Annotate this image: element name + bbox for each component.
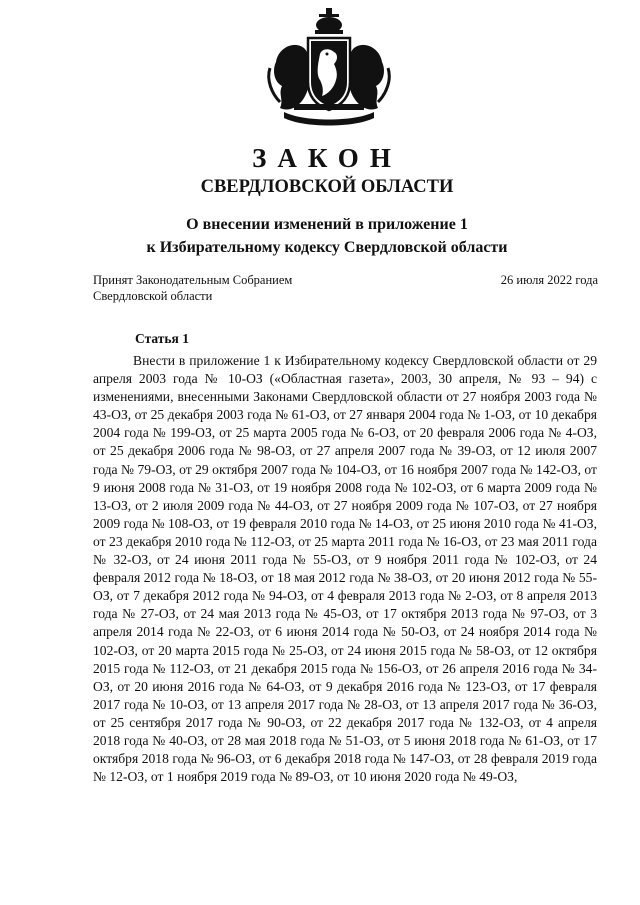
law-title-line-2: к Избирательному кодексу Свердловской области (146, 239, 508, 256)
law-heading: ЗАКОН (252, 143, 402, 173)
adopted-line-2: Свердловской области (93, 289, 213, 303)
adoption-date: 26 июля 2022 года (500, 273, 598, 287)
region-heading: СВЕРДЛОВСКОЙ ОБЛАСТИ (200, 177, 454, 197)
adopted-by (93, 272, 353, 304)
law-title-line-1: О внесении изменений в приложение 1 (186, 216, 468, 233)
article-body-text: Внести в приложение 1 к Избирательному кодексу Свердловской области от 29 апреля 2003 года № 10-ОЗ («Областная газета», 2003, 30 апреля, № 93 – 94) с изменениями, внесенными Законами Свердловской области от 27 ноября 2003 года № 43-ОЗ, от 25 декабря 2003 года № 61-ОЗ, от 27 января 2004 года № 1-ОЗ, от 10 декабря 2004 года № 199-ОЗ, от 25 марта 2005 года № 6-ОЗ, от 20 февраля 2006 года № 4-ОЗ, от 25 декабря 2006 года № 98-ОЗ, от 27 апреля 2007 года № 39-ОЗ, от 12 июля 2007 года № 79-ОЗ, от 29 октября 2007 года № 104-ОЗ, от 16 ноября 2007 года № 142-ОЗ, от 9 июня 2008 года № 31-ОЗ, от 19 ноября 2008 года № 102-ОЗ, от 6 марта 2009 года № 13-ОЗ, от 2 июля 2009 года № 44-ОЗ, от 27 ноября 2009 года № 107-ОЗ, от 27 ноября 2009 года № 108-ОЗ, от 19 февраля 2010 года № 14-ОЗ, от 25 июня 2010 года № 41-ОЗ, от 23 декабря 2010 года № 112-ОЗ, от 25 марта 2011 года № 16-ОЗ, от 23 мая 2011 года № 32-ОЗ, от 24 июня 2011 года № 55-ОЗ, от 9 ноября 2011 года № 102-ОЗ, от 24 февраля 2012 года № 18-ОЗ, от 18 мая 2012 года № 38-ОЗ, от 20 июня 2012 года № 55-ОЗ, от 7 декабря 2012 года № 94-ОЗ, от 4 февраля 2013 года № 2-ОЗ, от 8 апреля 2013 года № 27-ОЗ, от 24 мая 2013 года № 45-ОЗ, от 17 октября 2013 года № 97-ОЗ, от 3 апреля 2014 года № 22-ОЗ, от 6 июня 2014 года № 50-ОЗ, от 24 ноября 2014 года № 102-ОЗ, от 20 марта 2015 года № 25-ОЗ, от 24 июня 2015 года № 58-ОЗ, от 12 октября 2015 года № 112-ОЗ, от 21 декабря 2015 года № 156-ОЗ, от 26 апреля 2016 года № 34-ОЗ, от 20 июня 2016 года № 64-ОЗ, от 9 декабря 2016 года № 123-ОЗ, от 17 февраля 2017 года № 10-ОЗ, от 13 апреля 2017 года № 28-ОЗ, от 13 апреля 2017 года № 36-ОЗ, от 25 сентября 2017 года № 90-ОЗ, от 22 декабря 2017 года № 132-ОЗ, от 4 апреля 2018 года № 40-ОЗ, от 28 мая 2018 года № 51-ОЗ, от 5 июня 2018 года № 61-ОЗ, от 17 октября 2018 года № 96-ОЗ, от 6 декабря 2018 года № 147-ОЗ, от 28 февраля 2019 года № 12-ОЗ, от 1 ноября 2019 года № 89-ОЗ, от 10 июня 2020 года № 49-ОЗ, (93, 353, 597, 785)
article-heading: Статья 1 (135, 331, 189, 346)
law-title (0, 213, 640, 259)
coat-of-arms-icon (264, 8, 394, 130)
adopted-line-1: Принят Законодательным Собранием (93, 273, 293, 287)
